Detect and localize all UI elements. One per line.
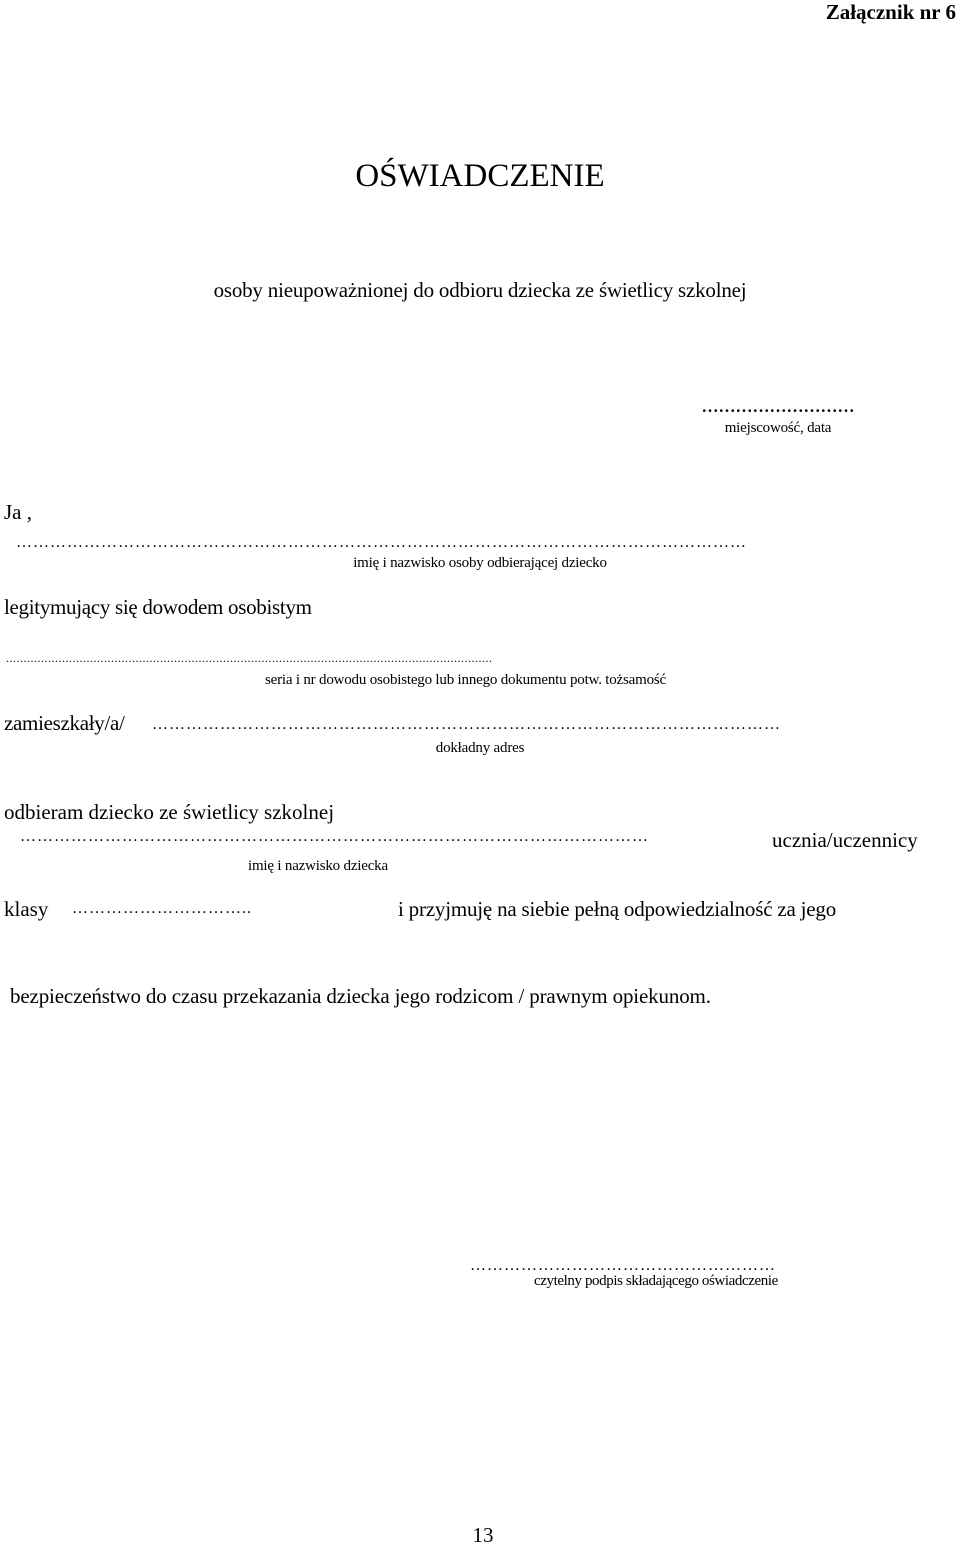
identity-label: legitymujący się dowodem osobistym <box>4 595 312 619</box>
place-date-field[interactable]: ……………………… <box>701 397 855 416</box>
address-caption: dokładny adres <box>435 740 525 756</box>
signature-field[interactable]: ……………………………………………… <box>470 1258 776 1274</box>
responsibility-text: i przyjmuję na siebie pełną odpowiedzialność za jego <box>398 897 837 921</box>
identity-document-field[interactable]: ........................................................................................................................................... <box>6 652 493 664</box>
document-subtitle: osoby nieupoważnionej do odbioru dziecka ze świetlicy szkolnej <box>213 278 747 302</box>
signature-caption: czytelny podpis składającego oświadczenie <box>534 1273 778 1289</box>
declarant-name-field[interactable]: ………………………………………………………………………………………………………………… <box>16 535 747 551</box>
child-name-field[interactable]: ………………………………………………………………………………………………… <box>20 829 649 845</box>
address-field[interactable]: ………………………………………………………………………………………………… <box>152 717 781 733</box>
document-title: OŚWIADCZENIE <box>355 158 605 194</box>
annex-label: Załącznik nr 6 <box>825 0 956 24</box>
class-label: klasy <box>4 897 49 921</box>
place-date-caption: miejscowość, data <box>724 420 832 436</box>
child-role-label: ucznia/uczennicy <box>772 828 918 852</box>
page-number: 13 <box>472 1523 494 1547</box>
declarant-label: Ja , <box>4 500 32 524</box>
class-field[interactable]: ………………………….. <box>72 901 252 917</box>
child-intro: odbieram dziecko ze świetlicy szkolnej <box>4 800 335 824</box>
address-label: zamieszkały/a/ <box>4 711 125 735</box>
child-name-caption: imię i nazwisko dziecka <box>248 858 388 874</box>
responsibility-continuation: bezpieczeństwo do czasu przekazania dziecka jego rodzicom / prawnym opiekunom. <box>10 984 711 1008</box>
declarant-caption: imię i nazwisko osoby odbierającej dziecko <box>353 555 607 571</box>
identity-caption: seria i nr dowodu osobistego lub innego dokumentu potw. tożsamość <box>265 672 666 688</box>
